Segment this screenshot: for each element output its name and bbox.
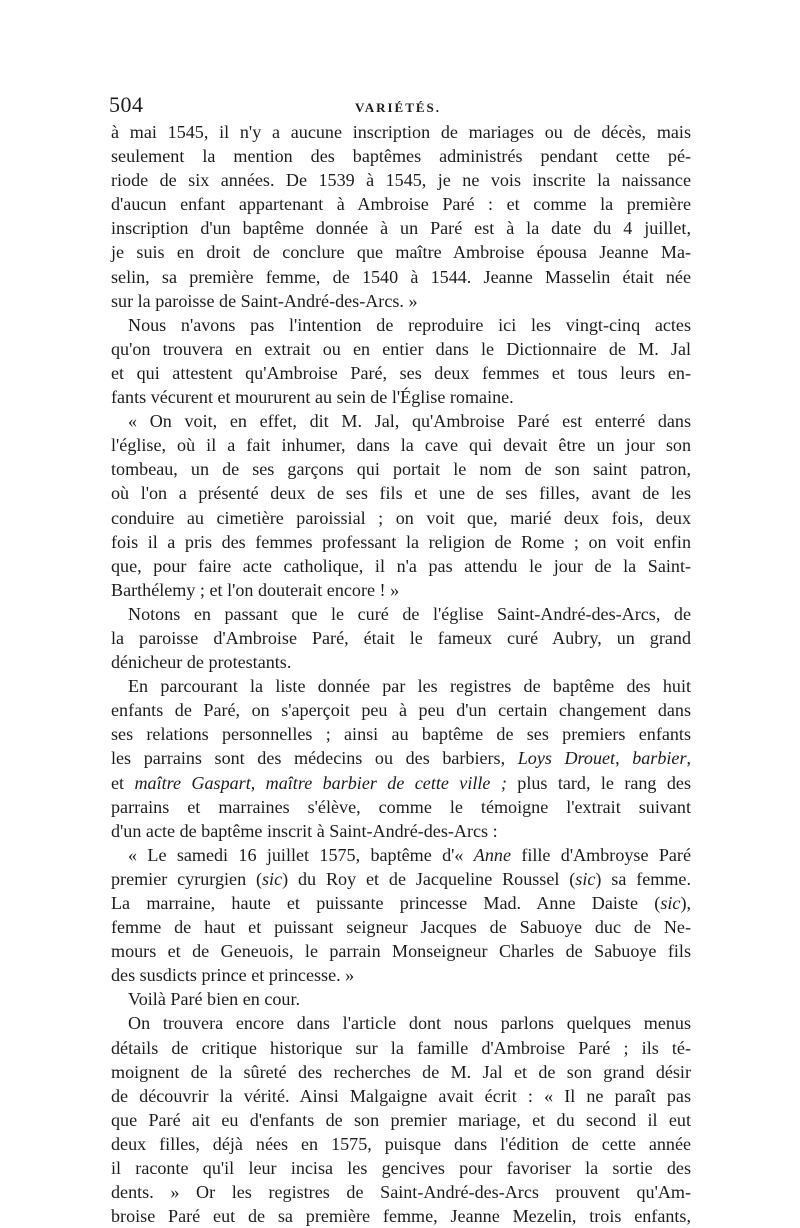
text-line: des susdicts prince et princesse. »: [111, 965, 355, 986]
text-line: femme de haut et puissant seigneur Jacques de Sabuoye duc de Ne-: [111, 917, 691, 938]
body-text: [111, 120, 691, 1228]
text-line: d'un acte de baptême inscrit à Saint-André-des-Arcs :: [111, 820, 498, 841]
text-line: dents. » Or les registres de Saint-André-des-Arcs prouvent qu'Am-: [111, 1182, 691, 1203]
text-line: fois il a pris des femmes professant la religion de Rome ; on voit enfin: [111, 531, 691, 552]
text-line: il raconte qu'il leur incisa les gencives pour favoriser la sortie des: [111, 1158, 691, 1179]
text-line: que, pour faire acte catholique, il n'a pas attendu le jour de la Saint-: [111, 555, 691, 576]
page-number: 504: [109, 92, 144, 117]
text-line: « On voit, en effet, dit M. Jal, qu'Ambroise Paré est enterré dans: [128, 411, 691, 432]
text-line: Nous n'avons pas l'intention de reproduire ici les vingt-cinq actes: [128, 314, 691, 335]
text-line: et maître Gaspart, maître barbier de cette ville ; plus tard, le rang des: [111, 772, 691, 793]
text-line: « Le samedi 16 juillet 1575, baptême d'« Anne fille d'Ambroyse Paré: [128, 844, 691, 865]
text-line: qu'on trouvera en extrait ou en entier dans le Dictionnaire de M. Jal: [111, 338, 691, 359]
text-line: seulement la mention des baptêmes administrés pendant cette pé-: [111, 146, 691, 167]
text-line: je suis en droit de conclure que maître Ambroise épousa Jeanne Ma-: [111, 242, 691, 263]
text-line: l'église, où il a fait inhumer, dans la cave qui devait être un jour son: [111, 435, 691, 456]
text-line: détails de critique historique sur la famille d'Ambroise Paré ; ils té-: [111, 1037, 691, 1058]
text-line: de découvrir la vérité. Ainsi Malgaigne avait écrit : « Il ne paraît pas: [111, 1085, 691, 1106]
text-line: sur la paroisse de Saint-André-des-Arcs. »: [111, 290, 418, 311]
text-line: enfants de Paré, on s'aperçoit peu à peu d'un certain changement dans: [111, 700, 691, 721]
text-line: conduire au cimetière paroissial ; on voit que, marié deux fois, deux: [111, 507, 691, 528]
text-line: ses relations personnelles ; ainsi au baptême de ses premiers enfants: [111, 724, 691, 745]
text-line: premier cyrurgien (sic) du Roy et de Jacqueline Roussel (sic) sa femme.: [111, 868, 691, 889]
text-line: tombeau, un de ses garçons qui portait le nom de son saint patron,: [111, 459, 691, 480]
text-line: En parcourant la liste donnée par les registres de baptême des huit: [128, 676, 691, 697]
text-line: parrains et marraines s'élève, comme le témoigne l'extrait suivant: [111, 796, 691, 817]
text-line: Voilà Paré bien en cour.: [128, 989, 301, 1010]
book-page: [111, 92, 691, 1228]
text-line: fants vécurent et moururent au sein de l'Église romaine.: [111, 387, 514, 408]
text-line: selin, sa première femme, de 1540 à 1544. Jeanne Masselin était née: [111, 266, 691, 287]
text-line: moignent de la sûreté des recherches de M. Jal et de son grand désir: [111, 1061, 691, 1082]
text-line: deux filles, déjà nées en 1575, puisque dans l'édition de cette année: [111, 1133, 691, 1154]
text-line: où l'on a présenté deux de ses fils et une de ses filles, avant de les: [111, 483, 691, 504]
text-line: La marraine, haute et puissante princesse Mad. Anne Daiste (sic),: [111, 893, 691, 913]
page-header: [111, 92, 691, 120]
text-line: broise Paré eut de sa première femme, Jeanne Mezelin, trois enfants,: [111, 1206, 691, 1227]
text-line: d'aucun enfant appartenant à Ambroise Paré : et comme la première: [111, 194, 691, 215]
text-line: à mai 1545, il n'y a aucune inscription de mariages ou de décès, mais: [111, 122, 691, 142]
text-line: mours et de Geneuois, le parrain Monseigneur Charles de Sabuoye fils: [111, 941, 691, 962]
running-title: VARIÉTÉS.: [355, 100, 442, 115]
text-line: inscription d'un baptême donnée à un Paré est à la date du 4 juillet,: [111, 218, 691, 239]
text-line: que Paré ait eu d'enfants de son premier mariage, et du second il eut: [111, 1109, 691, 1130]
text-line: et qui attestent qu'Ambroise Paré, ses deux femmes et tous leurs en-: [111, 362, 691, 383]
text-line: Notons en passant que le curé de l'église Saint-André-des-Arcs, de: [128, 603, 691, 624]
text-line: riode de six années. De 1539 à 1545, je ne vois inscrite la naissance: [111, 170, 691, 191]
text-line: On trouvera encore dans l'article dont nous parlons quelques menus: [128, 1013, 691, 1034]
text-line: la paroisse d'Ambroise Paré, était le fameux curé Aubry, un grand: [111, 627, 691, 648]
text-line: dénicheur de protestants.: [111, 652, 292, 673]
text-line: les parrains sont des médecins ou des barbiers, Loys Drouet, barbier,: [111, 748, 692, 769]
text-line: Barthélemy ; et l'on douterait encore ! »: [111, 579, 400, 600]
